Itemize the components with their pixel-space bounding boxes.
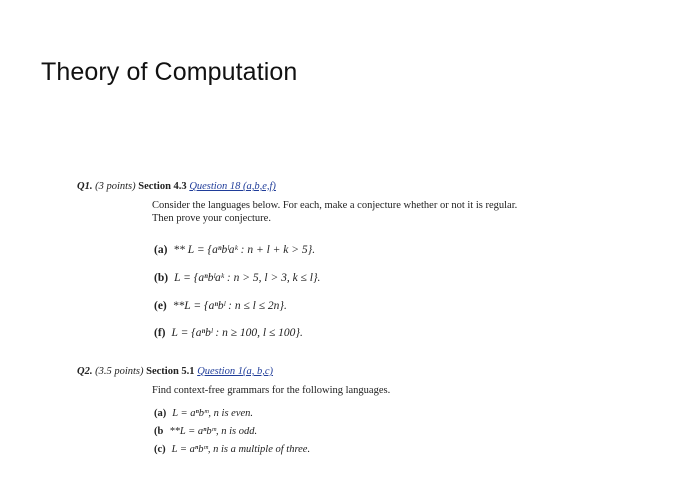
question-2-points: (3.5 points) xyxy=(95,366,144,377)
question-1-number: Q1. xyxy=(77,181,93,192)
part-label: (e) xyxy=(154,300,167,312)
question-2-part-c xyxy=(154,444,310,455)
question-2-intro: Find context-free grammars for the following languages. xyxy=(152,385,391,396)
question-1-intro: Consider the languages below. For each, make a conjecture whether or not it is regular. Then prove your conjecture. xyxy=(152,200,518,224)
question-1-section: Section 4.3 xyxy=(138,181,187,192)
part-label: (f) xyxy=(154,327,166,339)
question-2-part-a xyxy=(154,408,253,419)
part-text: ** L = {aⁿbˡaᵏ : n + l + k > 5}. xyxy=(173,244,316,256)
page-title: Theory of Computation xyxy=(41,58,298,86)
part-text: L = {aⁿbˡaᵏ : n > 5, l > 3, k ≤ l}. xyxy=(174,272,321,284)
part-text: **L = {aⁿbˡ : n ≤ l ≤ 2n}. xyxy=(172,300,287,312)
part-label: (a) xyxy=(154,408,167,419)
part-label: (b) xyxy=(154,272,169,284)
part-text: L = aⁿbᵐ, n is a multiple of three. xyxy=(171,444,311,455)
question-1-part-a xyxy=(154,244,315,256)
part-label: (b xyxy=(154,426,164,437)
part-label: (a) xyxy=(154,244,168,256)
question-1-link[interactable]: Question 18 (a,b,e,f) xyxy=(189,181,276,192)
question-1-part-e xyxy=(154,300,287,312)
question-2-link[interactable]: Question 1(a, b,c) xyxy=(197,366,274,377)
question-2-number: Q2. xyxy=(77,366,93,377)
question-1-header xyxy=(77,181,276,192)
question-2-section: Section 5.1 xyxy=(146,366,195,377)
part-label: (c) xyxy=(154,444,166,455)
question-1-points: (3 points) xyxy=(95,181,136,192)
part-text: L = {aⁿbˡ : n ≥ 100, l ≤ 100}. xyxy=(171,327,303,339)
question-2-part-b xyxy=(154,426,257,437)
part-text: L = aⁿbᵐ, n is even. xyxy=(172,408,254,419)
question-1-part-b xyxy=(154,272,320,284)
part-text: **L = aⁿbᵐ, n is odd. xyxy=(169,426,258,437)
question-2-header xyxy=(77,366,273,377)
question-1-part-f xyxy=(154,327,303,339)
